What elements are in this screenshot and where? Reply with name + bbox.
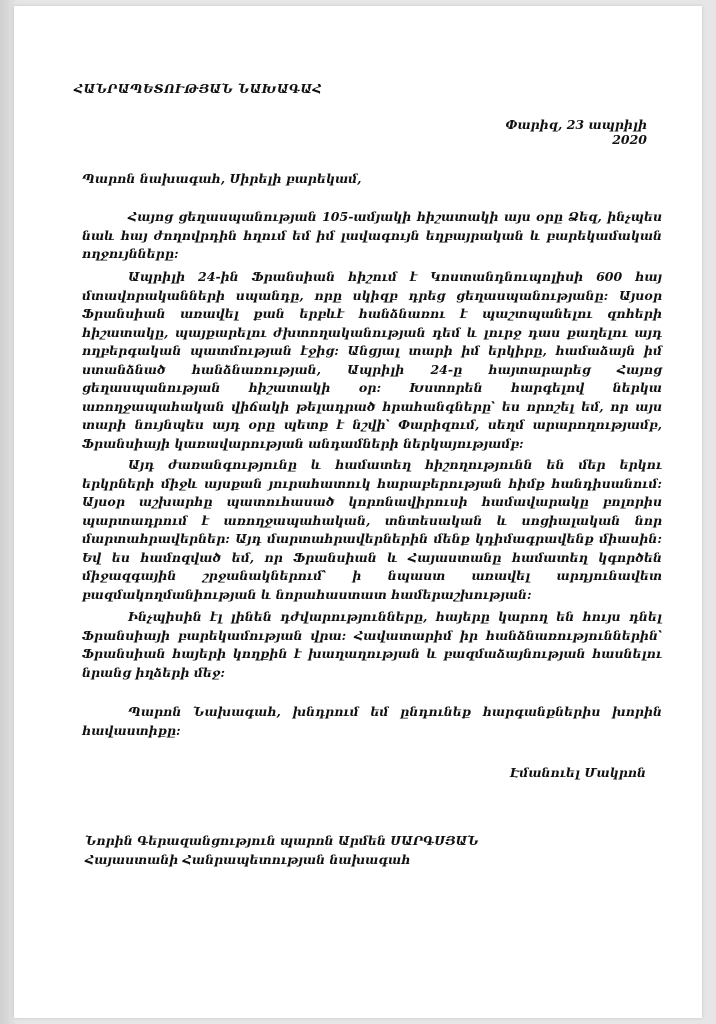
letter-paragraph-3: Այդ ժառանգությունը և համատեղ հիշողությունն են մեր երկու երկրների միջև այսքան յուրահատուկ հարաբերության հիմք հանդիսանում: Այսօր աշխարհը պատուհասած կորոնավիրուսի համավարակը բոլորիս պարտադրում է առողջապահական, տնտեսական և սոցիալական նոր մարտահրավերներ: Այդ մարտահրավերներին մենք կդիմագրավենք միասին: Եվ ես համոզված եմ, որ Ֆրանսիան և Հայաստանը համատեղ կգործեն միջազգային շրջանակներում՝ ի նպաստ առավել արդյունավետ բազմակողմանիության և նորահաստատ համերաշխության:	[82, 457, 662, 602]
letter-heading: ՀԱՆՐԱՊԵՏՈՒԹՅԱՆ ՆԱԽԱԳԱՀ	[74, 81, 322, 96]
letter-addressee	[85, 831, 479, 869]
letter-paragraph-5: Պարոն Նախագահ, խնդրում եմ ընդունեք հարգանքներիս խորին հավաստիքը:	[82, 704, 662, 738]
letter-date: Փարիզ, 23 ապրիլի 2020	[505, 117, 647, 147]
addressee-name: Նորին Գերազանցություն պարոն Արմեն ՍԱՐԳՍՅԱՆ	[85, 833, 479, 848]
letter-salutation: Պարոն նախագահ, Սիրելի բարեկամ,	[82, 171, 362, 186]
letter-paragraph-2: Ապրիլի 24-ին Ֆրանսիան հիշում է Կոստանդնուպոլիսի 600 հայ մտավորականների սպանդը, որը սկիզբ դրեց ցեղասպանությանը: Այսօր Ֆրանսիան առավել քան երբևէ հանձնառու է պաշտպանելու զոհերի հիշատակը, պայքարելու ժխտողականության դեմ և լուրջ դաս քաղելու այդ ողբերգական պատմության էջից: Անցյալ տարի իմ երկիրը, համաձայն իմ ստանձնած հանձնառության, Ապրիլի 24-ը հայտարարեց Հայոց ցեղասպանության հիշատակի օր: Խստորեն հարգելով ներկա առողջապահական վիճակի թելադրած հրահանգները՝ ես որոշել եմ, որ այս տարի նույնպես այդ օրը պետք է նշվի՝ Փարիզում, սեղմ արարողությամբ, Ֆրանսիայի կառավարության անդամների ներկայությամբ:	[82, 269, 662, 451]
letter-paragraph-1: Հայոց ցեղասպանության 105-ամյակի հիշատակի այս օրը Ձեզ, ինչպես նաև հայ ժողովրդին հղում եմ իմ լավագույն եղբայրական և բարեկամական ողջույնները:	[82, 209, 662, 261]
letter-signature: Էմանուել Մակրոն	[509, 765, 646, 780]
letter-paragraph-4: Ինչպիսին էլ լինեն դժվարությունները, հայերը կարող են հույս դնել Ֆրանսիայի բարեկամության վրա: Հավատարիմ իր հանձնառություններին՝ Ֆրանսիան հայերի կողքին է խաղաղության և բազմաձայնության հասնելու նրանց իղձերի մեջ:	[82, 609, 662, 680]
addressee-title: Հայաստանի Հանրապետության նախագահ	[85, 852, 411, 867]
